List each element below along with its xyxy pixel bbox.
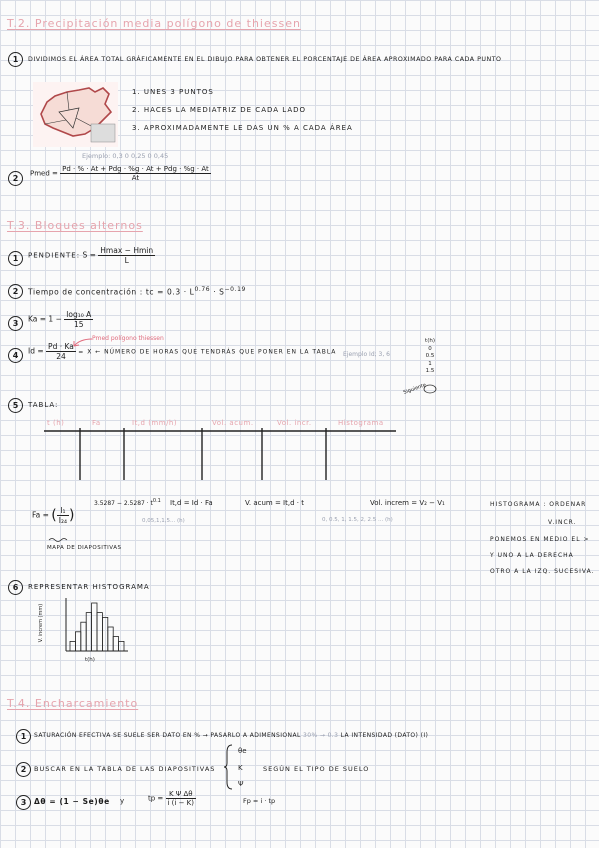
fa-exponent bbox=[94, 498, 161, 507]
tc-formula bbox=[28, 286, 246, 297]
example-note: Ejemplo: 0,3 0 0,25 0 0,45 bbox=[82, 152, 169, 160]
tp-denominator: i (i − K) bbox=[167, 799, 194, 807]
param-psi: Ψ bbox=[238, 780, 244, 788]
vincr-formula: Vol. increm = V₂ − V₁ bbox=[370, 499, 445, 507]
ka-numerator: log₁₀ A bbox=[66, 310, 92, 319]
saturation-text: SATURACIÓN EFECTIVA SE SUELE SER DATO EN % → PASARLO A ADIMENSIONAL bbox=[34, 732, 301, 739]
fa-note: MAPA DE DIAPOSITIVAS bbox=[47, 545, 122, 551]
histogram-note-3: PONEMOS EN MEDIO EL > bbox=[490, 536, 590, 543]
underline-squiggle bbox=[48, 537, 70, 542]
ka-denominator: 15 bbox=[73, 320, 84, 329]
and-word: y bbox=[120, 797, 125, 805]
t-column-note: Siguiente bbox=[402, 382, 427, 396]
thiessen-instruction: DIVIDIMOS EL ÁREA TOTAL GRÁFICAMENTE EN EL DIBUJO PARA OBTENER EL PORCENTAJE DE ÁREA APROXIMADO PARA CADA PUNTO bbox=[28, 56, 502, 63]
itd-formula: It,d = Id · Fa bbox=[170, 499, 213, 507]
curly-brace bbox=[224, 744, 234, 790]
section-title-t2: T.2. Precipitación media polígono de thiessen bbox=[7, 17, 301, 30]
soil-type-text: SEGÚN EL TIPO DE SUELO bbox=[263, 765, 370, 773]
item-number: 6 bbox=[8, 580, 23, 595]
circle-mark-icon bbox=[422, 383, 438, 395]
t-column-sketch bbox=[420, 338, 440, 376]
slope-eq: S = bbox=[82, 250, 96, 260]
pmed-denominator: At bbox=[131, 174, 140, 182]
fp-formula: Fp = i · tp bbox=[243, 797, 276, 805]
histogram-title: REPRESENTAR HISTOGRAMA bbox=[28, 583, 150, 591]
slope-denominator: L bbox=[124, 256, 129, 265]
id-example: Ejemplo Id; 3, 6 bbox=[343, 351, 391, 358]
item-number: 1 bbox=[16, 729, 31, 744]
step-3: 3. APROXIMADAMENTE LE DAS UN % A CADA ÁREA bbox=[132, 124, 353, 132]
histogram-bar bbox=[92, 603, 97, 651]
t-column-value: 0.5 bbox=[425, 353, 435, 359]
tp-numerator: K Ψ Δθ bbox=[166, 790, 196, 799]
t-column-value: 1 bbox=[428, 360, 432, 367]
item-number: 2 bbox=[8, 171, 23, 186]
vacum-formula: V. acum = It,d · t bbox=[245, 499, 304, 507]
fa-numerator: I₁ bbox=[57, 506, 69, 516]
ka-formula bbox=[28, 310, 93, 329]
pmed-label: Pmed = bbox=[30, 169, 58, 178]
table-grid bbox=[44, 428, 400, 483]
histogram-bar bbox=[102, 617, 107, 651]
table-header-itd: It,d (mm/h) bbox=[132, 419, 178, 427]
item-number: 5 bbox=[8, 398, 23, 413]
section-title-t3: T.3. Bloques alternos bbox=[7, 219, 143, 232]
t-values-sequence: 0, 0.5, 1, 1.5, 2, 2.5 ... (h) bbox=[322, 517, 393, 523]
item-number: 1 bbox=[8, 52, 23, 67]
section-title-t4: T.4. Encharcamiento bbox=[7, 697, 139, 710]
tc-mid: · S bbox=[213, 287, 225, 297]
histogram-bar bbox=[113, 637, 118, 651]
thiessen-map-sketch bbox=[33, 82, 118, 147]
saturation-line bbox=[34, 732, 428, 739]
id-numerator: Pd · Ka bbox=[48, 342, 74, 351]
table-header-vincr: Vol. incr. bbox=[277, 419, 312, 427]
tp-formula bbox=[148, 790, 196, 807]
slope-numerator: Hmax − Hmin bbox=[100, 246, 154, 255]
fa-lhs: Fa = bbox=[32, 510, 49, 520]
delta-theta-formula: Δθ = (1 − Se)θe bbox=[34, 797, 110, 806]
item-number: 2 bbox=[8, 284, 23, 299]
step-1: 1. UNES 3 PUNTOS bbox=[132, 88, 214, 96]
item-number: 3 bbox=[16, 795, 31, 810]
id-denominator: 24 bbox=[56, 352, 66, 361]
histogram-ylabel: V. increm (mm) bbox=[38, 603, 45, 643]
item-number: 4 bbox=[8, 348, 23, 363]
histogram-note-4: Y UNO A LA DERECHA bbox=[490, 552, 574, 559]
t-values-note: 0,05,1,1,5... (h) bbox=[142, 518, 185, 524]
histogram-bar bbox=[108, 627, 113, 651]
t-column-header: t(h) bbox=[425, 338, 435, 344]
histogram-note-2: V.INCR. bbox=[548, 519, 577, 526]
table-header-t: t (h) bbox=[47, 419, 65, 427]
histogram-bar bbox=[119, 641, 124, 651]
id-formula bbox=[28, 342, 336, 361]
item-number: 3 bbox=[8, 316, 23, 331]
tc-exp1: 0.76 bbox=[194, 286, 211, 293]
t-column-value: 1.5 bbox=[425, 368, 435, 374]
histogram-bar bbox=[81, 622, 86, 651]
table-header-vacum: Vol. acum. bbox=[212, 419, 254, 427]
id-rhs: = X ← NÚMERO DE HORAS QUE TENDRÁS QUE PONER EN LA TABLA bbox=[78, 348, 337, 356]
histogram-bar bbox=[75, 632, 80, 651]
tc-text: Tiempo de concentración : tc = 0.3 · L bbox=[28, 287, 195, 297]
histogram-chart bbox=[64, 596, 130, 656]
slope-formula bbox=[28, 246, 155, 265]
slope-label: PENDIENTE: bbox=[28, 251, 81, 260]
histogram-bar bbox=[86, 613, 91, 651]
item-number: 1 bbox=[8, 251, 23, 266]
table-lookup-text: BUSCAR EN LA TABLA DE LAS DIAPOSITIVAS bbox=[34, 765, 216, 773]
tc-exp2: −0.19 bbox=[224, 286, 246, 293]
tp-lhs: tp = bbox=[148, 794, 164, 803]
fa-formula: Fa = ( $\frac{\text{I₁}}{\text{I₂₄}}$ ) bbox=[32, 506, 75, 525]
fa-exp-base: 3.5287 − 2.5287 · t bbox=[94, 500, 153, 507]
id-lhs: Id = bbox=[28, 346, 44, 356]
fa-exp-power: 0.1 bbox=[152, 498, 161, 504]
fa-denominator: I₂₄ bbox=[58, 516, 67, 525]
table-header-histogram: Histograma bbox=[338, 419, 384, 427]
histogram-bar bbox=[70, 641, 75, 651]
step-2: 2. HACES LA MEDIATRIZ DE CADA LADO bbox=[132, 106, 307, 114]
pmed-formula bbox=[30, 165, 211, 182]
table-header-fa: Fa bbox=[92, 419, 101, 427]
item-number: 2 bbox=[16, 762, 31, 777]
histogram-note-1: HISTOGRAMA : ORDENAR bbox=[490, 501, 587, 508]
param-k: K bbox=[238, 764, 243, 772]
saturation-tail: LA INTENSIDAD (DATO) (I) bbox=[340, 732, 429, 739]
pmed-thiessen-note: Pmed polígono thiessen bbox=[92, 335, 164, 342]
ka-lhs: Ka = 1 − bbox=[28, 314, 62, 324]
saturation-example: 30% → 0.3 bbox=[303, 732, 339, 739]
histogram-bar bbox=[97, 613, 102, 651]
histogram-note-5: OTRO A LA IZQ. SUCESIVA. bbox=[490, 568, 595, 575]
table-title: TABLA: bbox=[28, 401, 59, 409]
histogram-xlabel: t(h) bbox=[85, 657, 95, 663]
t-column-value: 0 bbox=[428, 345, 432, 352]
param-theta: θe bbox=[238, 747, 247, 755]
pmed-numerator: Pd · % · At + Pdg · %g · At + Pdg · %g · At bbox=[62, 165, 209, 173]
